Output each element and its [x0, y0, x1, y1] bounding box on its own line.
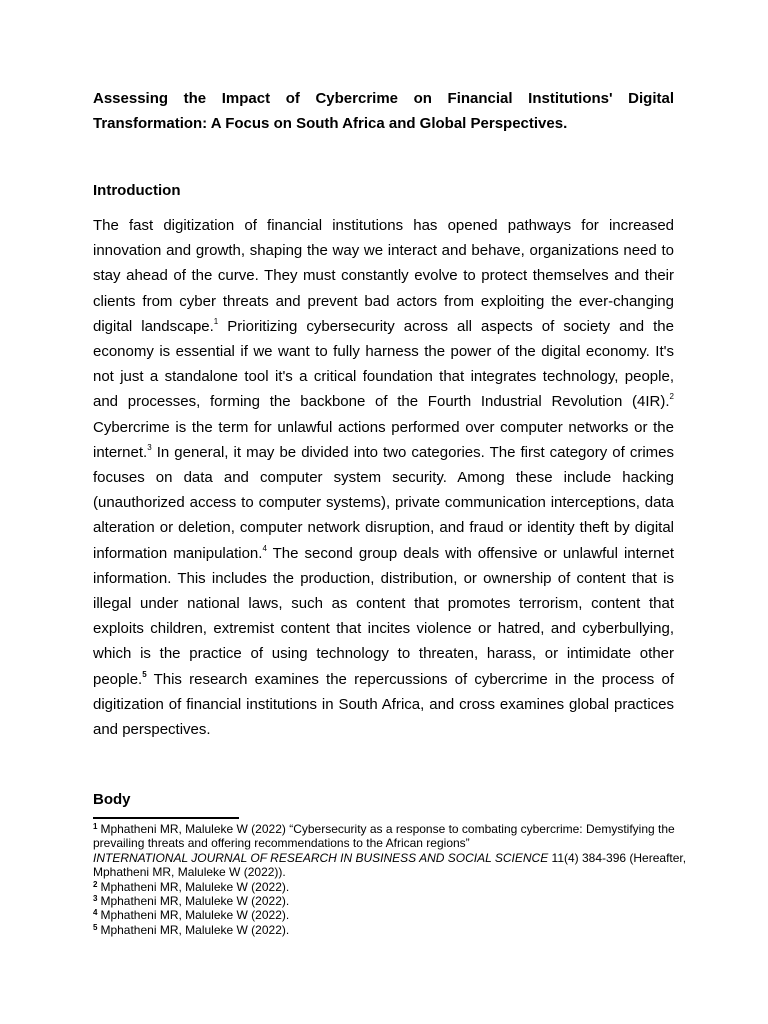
footnote-text: Mphatheni MR, Maluleke W (2022). — [100, 894, 290, 909]
intro-text-segment: In general, it may be divided into two categories. The first category of crimes focuses on data and computer system security. Among these include hacking (unauthorized access to computer systems), private communication interceptions, data alteration or deletion, computer network disruption, and fraud or identity theft by digital information manipulation. — [93, 443, 674, 562]
footnote-text: Mphatheni MR, Maluleke W (2022). — [100, 922, 290, 937]
footnote-1 — [93, 822, 693, 880]
intro-text-segment: The fast digitization of financial institutions has opened pathways for increased innovation and growth, shaping the way we interact and behave, organizations need to stay ahead of the curve. They must constantly evolve to protect themselves and their clients from cyber threats and prevent bad actors from exploiting the ever-changing digital landscape. — [93, 217, 674, 335]
footnote-mark: 4 — [93, 908, 98, 918]
footnote-3 — [93, 894, 693, 908]
footnote-separator — [93, 817, 239, 819]
footnote-mark: 1 — [93, 822, 98, 831]
footnote-reference-5[interactable]: 5 — [142, 669, 147, 679]
document-title: Assessing the Impact of Cybercrime on Financial Institutions' Digital Transformation: A Focus on South Africa and Global Perspectives. — [93, 90, 674, 132]
footnote-mark: 5 — [93, 922, 98, 932]
footnote-text: Mphatheni MR, Maluleke W (2022) “Cybersecurity as a response to combating cybercrime: Demystifying the prevailing threats and offering recommendations to the African regions” — [93, 822, 675, 851]
footnote-5 — [93, 923, 693, 937]
footnote-text: Mphatheni MR, Maluleke W (2022). — [100, 908, 290, 923]
footnote-text: 11(4) 384-396 (Hereafter, Mphatheni MR, Maluleke W (2022)). — [93, 850, 687, 880]
footnote-reference-4[interactable]: 4 — [262, 543, 267, 553]
footnote-2 — [93, 880, 693, 894]
footnote-text: Mphatheni MR, Maluleke W (2022). — [100, 879, 290, 894]
footnote-reference-3[interactable]: 3 — [147, 442, 152, 452]
intro-text-segment: Cybercrime is the term for unlawful actions performed over computer networks or the internet. — [93, 418, 674, 461]
intro-text-segment: This research examines the repercussions of cybercrime in the process of digitization of financial institutions in South Africa, and cross examines global practices and perspectives. — [93, 670, 674, 739]
introduction-paragraph — [93, 213, 674, 742]
footnote-mark: 2 — [93, 879, 98, 889]
intro-text-segment: The second group deals with offensive or unlawful internet information. This includes the production, distribution, or ownership of content that is illegal under national laws, such as content that promotes terrorism, content that exploits children, extremist content that incites violence or hatred, and cyberbullying, which is the practice of using technology to threaten, harass, or intimidate other people. — [93, 544, 674, 688]
footnote-journal: INTERNATIONAL JOURNAL OF RESEARCH IN BUSINESS AND SOCIAL SCIENCE — [93, 850, 549, 865]
intro-text-segment: Prioritizing cybersecurity across all aspects of society and the economy is essential if we want to fully harness the power of the digital economy. It's not just a standalone tool it's a critical foundation that integrates technology, people, and processes, forming the backbone of the Fourth Industrial Revolution (4IR). — [93, 317, 674, 411]
introduction-heading: Introduction — [93, 182, 181, 199]
footnote-reference-1[interactable]: 1 — [213, 316, 219, 326]
footnote-reference-2[interactable]: 2 — [669, 392, 674, 402]
footnotes-list — [93, 822, 693, 937]
body-heading: Body — [93, 791, 131, 808]
footnote-4 — [93, 908, 693, 922]
footnote-mark: 3 — [93, 894, 98, 904]
